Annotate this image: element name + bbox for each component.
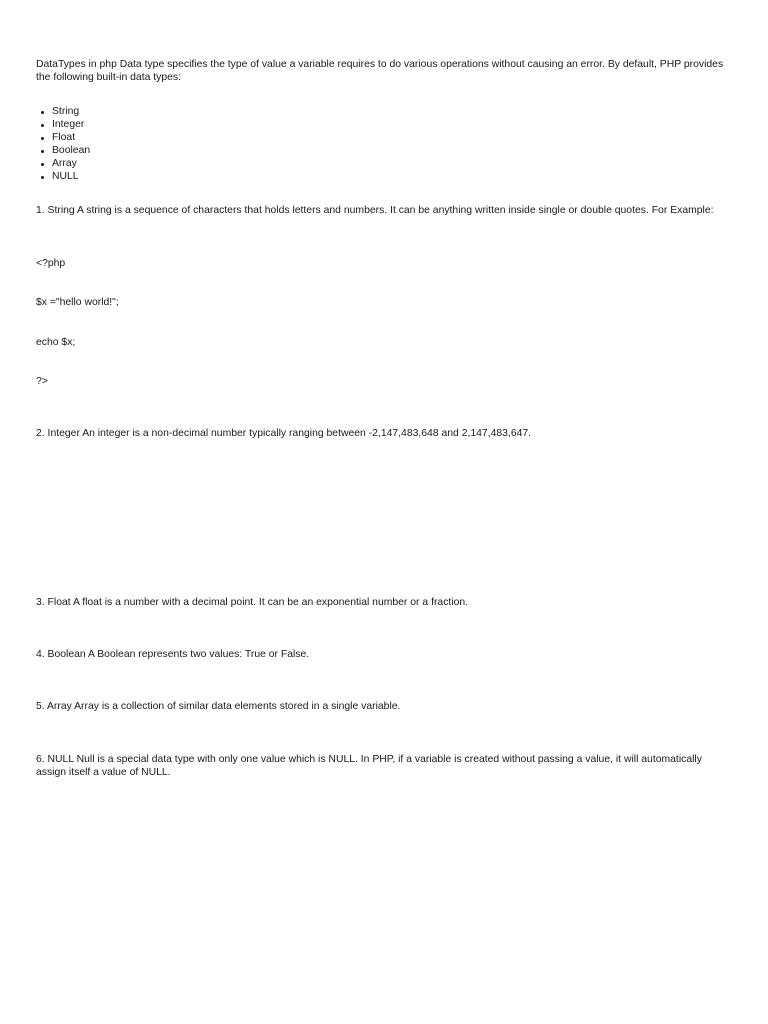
code-line: echo $x;: [36, 337, 76, 348]
section-float: 3. Float A float is a number with a decimal point. It can be an exponential number or a fraction.: [36, 597, 469, 608]
data-types-list: [36, 106, 742, 183]
list-item: Array: [52, 158, 742, 171]
code-line: <?php: [36, 258, 66, 269]
section-string: 1. String A string is a sequence of characters that holds letters and numbers. It can be anything written inside single or double quotes. For Example:: [36, 205, 714, 216]
list-item: String: [52, 106, 742, 119]
section-boolean: 4. Boolean A Boolean represents two values: True or False.: [36, 649, 310, 660]
code-line: $x ="hello world!";: [36, 297, 119, 308]
list-item: Integer: [52, 119, 742, 132]
intro-paragraph: DataTypes in php Data type specifies the type of value a variable requires to do various operations without causing an error. By default, PHP provides the following built-in data types:: [36, 59, 724, 83]
section-array: 5. Array Array is a collection of similar data elements stored in a single variable.: [36, 701, 401, 712]
list-item: NULL: [52, 171, 742, 184]
list-item: Boolean: [52, 145, 742, 158]
section-integer: 2. Integer An integer is a non-decimal number typically ranging between -2,147,483,648 and 2,147,483,647.: [36, 428, 532, 439]
code-line: ?>: [36, 376, 48, 387]
list-item: Float: [52, 132, 742, 145]
section-null: 6. NULL Null is a special data type with only one value which is NULL. In PHP, if a variable is created without passing a value, it will automatically assign itself a value of NULL.: [36, 754, 702, 778]
